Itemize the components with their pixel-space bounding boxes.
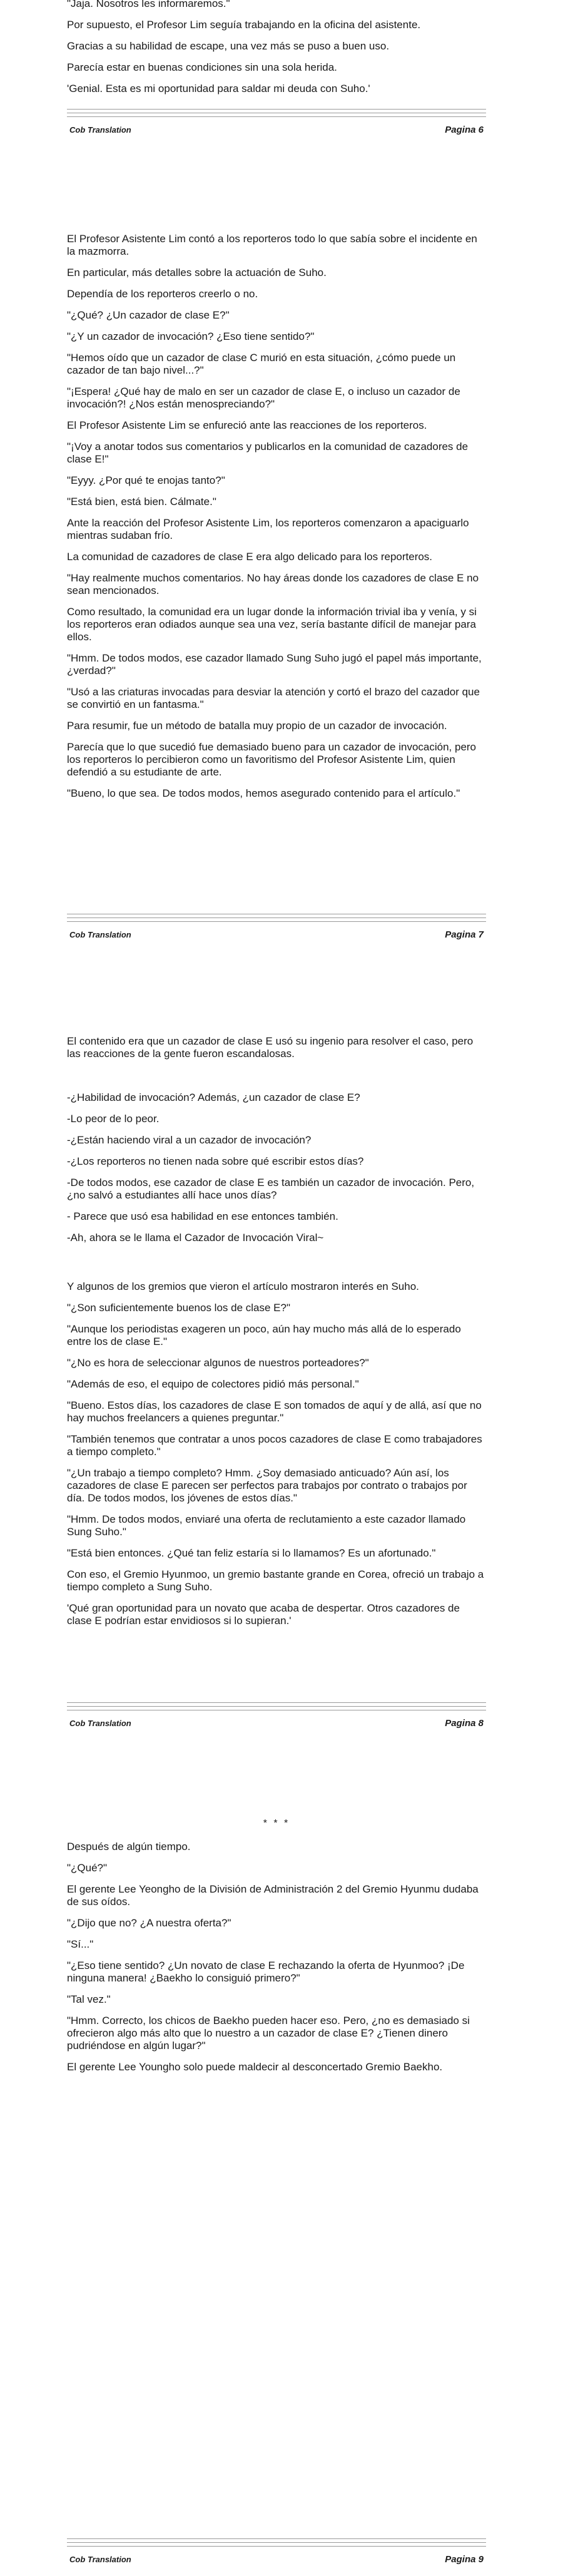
divider [67,1706,486,1707]
paragraph: "Hay realmente muchos comentarios. No hay áreas donde los cazadores de clase E no sean mencionados. [67,572,479,596]
paragraph: "Hemos oído que un cazador de clase C murió en esta situación, ¿cómo puede un cazador de tan bajo nivel...?" [67,352,456,376]
paragraph: El Profesor Asistente Lim se enfureció ante las reacciones de los reporteros. [67,419,427,431]
divider [67,917,486,918]
paragraph: Con eso, el Gremio Hyunmoo, un gremio bastante grande en Corea, ofreció un trabajo a tiempo completo a Sung Suho. [67,1568,484,1593]
paragraph: Dependía de los reporteros creerlo o no. [67,288,258,300]
paragraph: Después de algún tiempo. [67,1841,191,1853]
paragraph: "¿No es hora de seleccionar algunos de nuestros porteadores?" [67,1357,369,1369]
paragraph: "Usó a las criaturas invocadas para desviar la atención y cortó el brazo del cazador que se convirtió en un fantasma." [67,686,480,710]
paragraph: "¡Voy a anotar todos sus comentarios y publicarlos en la comunidad de cazadores de clase E!" [67,441,469,465]
paragraph: Para resumir, fue un método de batalla muy propio de un cazador de invocación. [67,720,447,732]
paragraph: Gracias a su habilidad de escape, una vez más se puso a buen uso. [67,40,390,52]
paragraph: "¡Espera! ¿Qué hay de malo en ser un cazador de clase E, o incluso un cazador de invocación?! ¿Nos están menospreciando?" [67,386,460,410]
paragraph: 'Genial. Esta es mi oportunidad para saldar mi deuda con Suho.' [67,83,370,95]
page-9-footer [67,2538,486,2576]
comment-line: -¿Los reporteros no tienen nada sobre qué escribir estos días? [67,1155,364,1167]
paragraph: "¿Y un cazador de invocación? ¿Eso tiene sentido?" [67,330,315,342]
page-8-footer [67,1702,486,1740]
page-6-body [67,0,486,104]
footer-brand: Cob Translation [69,930,131,939]
paragraph: Como resultado, la comunidad era un lugar donde la información trivial iba y venía, y si los reporteros eran odiados aunque sea una vez, sería bastante difícil de manejar para ellos. [67,606,477,643]
page-number: Pagina 8 [445,1718,484,1729]
divider [67,1702,486,1703]
paragraph: "También tenemos que contratar a unos pocos cazadores de clase E como trabajadores a tiempo completo." [67,1433,482,1458]
page-8-body [67,1035,486,1636]
paragraph: Ante la reacción del Profesor Asistente Lim, los reporteros comenzaron a apaciguarlo mientras sudaban frío. [67,517,469,541]
divider [67,921,486,922]
paragraph: "Eyyy. ¿Por qué te enojas tanto?" [67,474,225,486]
footer-brand: Cob Translation [69,2555,131,2564]
paragraph: "Tal vez." [67,1993,111,2005]
page-9-body [67,1818,486,2082]
paragraph: "¿Dijo que no? ¿A nuestra oferta?" [67,1917,231,1929]
page-number: Pagina 9 [445,2554,484,2565]
comment-line: -¿Habilidad de invocación? Además, ¿un cazador de clase E? [67,1091,360,1103]
paragraph: La comunidad de cazadores de clase E era algo delicado para los reporteros. [67,551,433,563]
paragraph: "¿Qué? ¿Un cazador de clase E?" [67,309,230,321]
paragraph: "Bueno. Estos días, los cazadores de clase E son tomados de aquí y de allá, así que no hay muchos freelancers a quienes preguntar." [67,1399,482,1424]
paragraph: "Hmm. Correcto, los chicos de Baekho pueden hacer eso. Pero, ¿no es demasiado si ofrecieron algo más alto que lo nuestro a un cazador de clase E? ¿Tienen dinero pudriéndose en algún lugar?" [67,2015,470,2052]
scene-separator: * * * [263,1818,290,1829]
comment-line: -Ah, ahora se le llama el Cazador de Invocación Viral~ [67,1232,324,1244]
paragraph: "Jaja. Nosotros les informaremos." [67,0,230,9]
paragraph: "Aunque los periodistas exageren un poco, aún hay mucho más allá de lo esperado entre los de clase E." [67,1323,461,1347]
page-6-footer [67,109,486,146]
paragraph: "¿Son suficientemente buenos los de clase E?" [67,1302,290,1314]
paragraph: "Está bien, está bien. Cálmate." [67,496,216,508]
paragraph: "Sí..." [67,1938,94,1950]
paragraph: "Está bien entonces. ¿Qué tan feliz estaría si lo llamamos? Es un afortunado." [67,1547,436,1559]
paragraph: El contenido era que un cazador de clase E usó su ingenio para resolver el caso, pero las reacciones de la gente fueron escandalosas. [67,1035,474,1060]
paragraph: "¿Un trabajo a tiempo completo? Hmm. ¿Soy demasiado anticuado? Aún así, los cazadores de clase E parecen ser perfectos para trabajos por contrato o trabajos por día. De todos modos, los jóvenes de estos días." [67,1467,467,1504]
paragraph: Y algunos de los gremios que vieron el artículo mostraron interés en Suho. [67,1280,419,1292]
divider [67,2546,486,2547]
paragraph: "Hmm. De todos modos, enviaré una oferta de reclutamiento a este cazador llamado Sung Suho." [67,1513,466,1538]
divider [67,109,486,110]
paragraph: "Hmm. De todos modos, ese cazador llamado Sung Suho jugó el papel más importante, ¿verdad?" [67,652,482,677]
paragraph: El Profesor Asistente Lim contó a los reporteros todo lo que sabía sobre el incidente en la mazmorra. [67,233,477,257]
comment-line: -¿Están haciendo viral a un cazador de invocación? [67,1134,312,1146]
paragraph: "¿Qué?" [67,1862,108,1874]
page-number: Pagina 6 [445,125,484,135]
paragraph: 'Qué gran oportunidad para un novato que acaba de despertar. Otros cazadores de clase E podrían estar envidiosos si lo supieran.' [67,1602,460,1627]
page-7-body [67,233,486,809]
paragraph: Por supuesto, el Profesor Lim seguía trabajando en la oficina del asistente. [67,19,421,31]
paragraph: El gerente Lee Yeongho de la División de Administración 2 del Gremio Hyunmu dudaba de sus oídos. [67,1883,479,1908]
paragraph: Parecía estar en buenas condiciones sin una sola herida. [67,61,337,73]
page-7-footer [67,914,486,951]
footer-brand: Cob Translation [69,125,131,135]
page-number: Pagina 7 [445,929,484,940]
paragraph: El gerente Lee Youngho solo puede maldecir al desconcertado Gremio Baekho. [67,2061,443,2073]
paragraph: En particular, más detalles sobre la actuación de Suho. [67,267,327,279]
paragraph: Parecía que lo que sucedió fue demasiado bueno para un cazador de invocación, pero los reporteros lo percibieron como un favoritismo del Profesor Asistente Lim, quien defendió a su estudiante de arte. [67,741,477,778]
paragraph: "Bueno, lo que sea. De todos modos, hemos asegurado contenido para el artículo." [67,787,460,799]
divider [67,2542,486,2543]
comment-line: -Lo peor de lo peor. [67,1113,160,1125]
comment-line: -De todos modos, ese cazador de clase E es también un cazador de invocación. Pero, ¿no salvó a estudiantes allí hace unos días? [67,1177,475,1201]
divider [67,116,486,117]
paragraph: "¿Eso tiene sentido? ¿Un novato de clase E rechazando la oferta de Hyunmoo? ¡De ninguna manera! ¿Baekho lo consiguió primero?" [67,1960,465,1984]
divider [67,2538,486,2539]
comment-line: - Parece que usó esa habilidad en ese entonces también. [67,1210,338,1222]
paragraph: "Además de eso, el equipo de colectores pidió más personal." [67,1378,359,1390]
footer-brand: Cob Translation [69,1719,131,1728]
